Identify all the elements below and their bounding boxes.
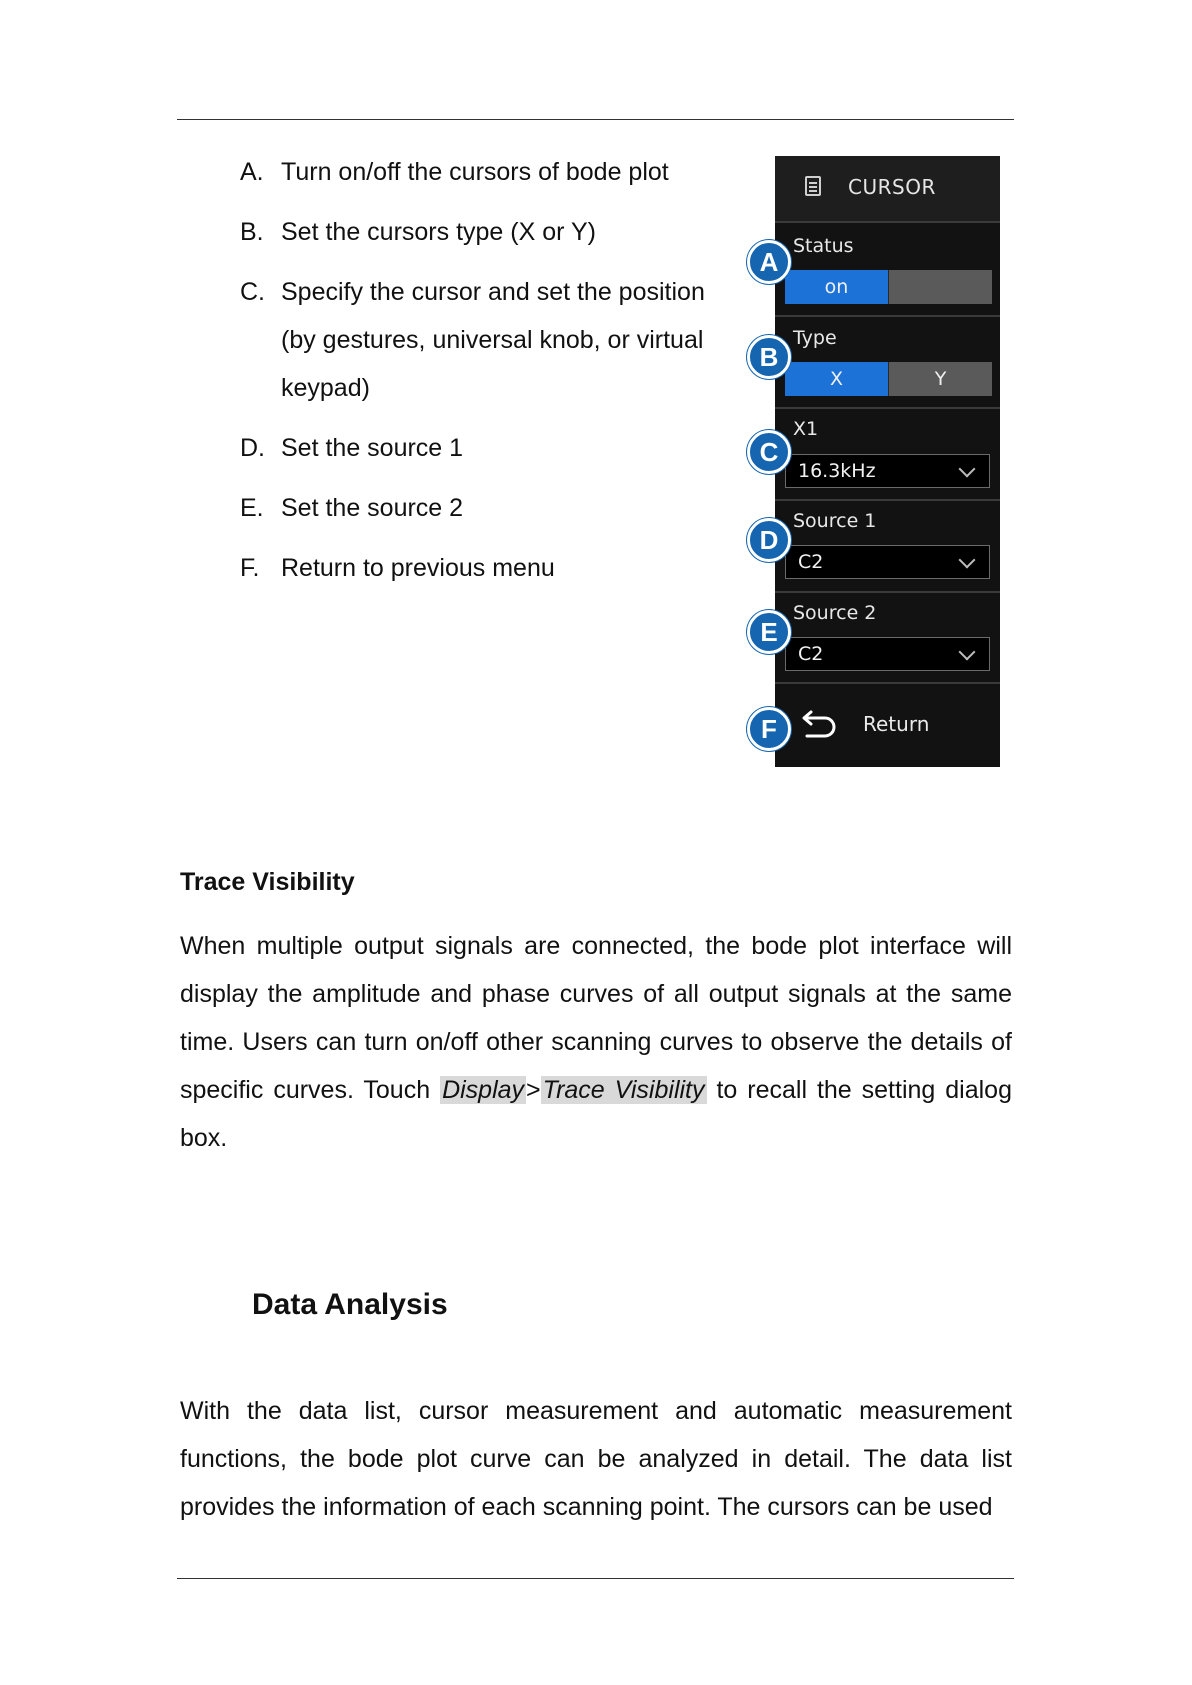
list-text: Set the source 1 [281, 434, 464, 462]
trace-visibility-paragraph [180, 922, 1012, 1162]
data-analysis-heading: Data Analysis [252, 1288, 448, 1321]
footer-rule [177, 1578, 1014, 1579]
status-off-option[interactable] [888, 270, 992, 304]
type-label: Type [793, 327, 837, 349]
type-section [775, 317, 1000, 409]
x1-value: 16.3kHz [798, 460, 876, 482]
type-toggle[interactable] [785, 362, 992, 396]
list-text: Return to previous menu [281, 554, 555, 582]
source2-value: C2 [798, 643, 824, 665]
status-on-option[interactable]: on [785, 270, 888, 304]
source1-label: Source 1 [793, 510, 877, 532]
menu-separator: > [526, 1076, 541, 1104]
document-icon [805, 176, 821, 196]
callout-badge-c: C [747, 430, 791, 474]
trace-text-1: When multiple output signals are connected, the bode plot interface will display the amplitude and phase curves of all output signals at the same time. Users can turn on/off other scanning curves to observe the details of specific curves. Touch [180, 932, 1012, 1104]
source1-dropdown[interactable] [785, 545, 990, 579]
panel-header [775, 156, 1000, 223]
callout-badge-f: F [747, 707, 791, 751]
list-letter: B. [240, 218, 264, 246]
x1-label: X1 [793, 418, 819, 440]
list-text: Set the cursors type (X or Y) [281, 218, 596, 246]
list-letter: A. [240, 158, 264, 186]
callout-badge-d: D [747, 518, 791, 562]
x1-dropdown[interactable] [785, 454, 990, 488]
x1-section [775, 409, 1000, 501]
list-item [240, 208, 720, 256]
return-button[interactable] [775, 684, 1000, 767]
status-label: Status [793, 235, 854, 257]
status-section [775, 223, 1000, 317]
trace-visibility-reference: Trace Visibility [542, 1076, 705, 1104]
callout-badge-a: A [747, 240, 791, 284]
type-x-option[interactable]: X [785, 362, 888, 396]
chevron-down-icon [959, 461, 976, 478]
data-analysis-paragraph: With the data list, cursor measurement and automatic measurement functions, the bode plot curve can be analyzed in detail. The data list provides the information of each scanning point. The cursors can be used [180, 1397, 1012, 1521]
list-letter: F. [240, 554, 260, 582]
callout-list [240, 148, 720, 604]
list-text: Set the source 2 [281, 494, 464, 522]
return-label: Return [863, 712, 930, 736]
chevron-down-icon [959, 644, 976, 661]
list-item [240, 268, 720, 412]
list-letter: C. [240, 278, 265, 306]
list-item [240, 424, 720, 472]
source2-label: Source 2 [793, 602, 877, 624]
header-rule [177, 119, 1014, 120]
list-letter: E. [240, 494, 264, 522]
type-y-option[interactable]: Y [888, 362, 992, 396]
status-toggle[interactable] [785, 270, 992, 304]
list-item [240, 484, 720, 532]
chevron-down-icon [959, 552, 976, 569]
callout-badge-e: E [747, 610, 791, 654]
source1-value: C2 [798, 551, 824, 573]
source2-section [775, 593, 1000, 684]
trace-text-2: to recall the setting dialog box. [180, 1076, 1012, 1152]
list-item [240, 148, 720, 196]
callout-badge-b: B [747, 335, 791, 379]
source1-section [775, 501, 1000, 593]
cursor-menu-panel [775, 156, 1000, 767]
list-letter: D. [240, 434, 265, 462]
list-text: Turn on/off the cursors of bode plot [281, 158, 669, 186]
list-item [240, 544, 720, 592]
list-text: Specify the cursor and set the position (by gestures, universal knob, or virtual keypad) [281, 278, 705, 402]
return-arrow-icon [801, 708, 839, 740]
display-menu-reference: Display [442, 1076, 525, 1104]
source2-dropdown[interactable] [785, 637, 990, 671]
panel-title: CURSOR [848, 175, 936, 199]
trace-visibility-heading: Trace Visibility [180, 868, 355, 896]
